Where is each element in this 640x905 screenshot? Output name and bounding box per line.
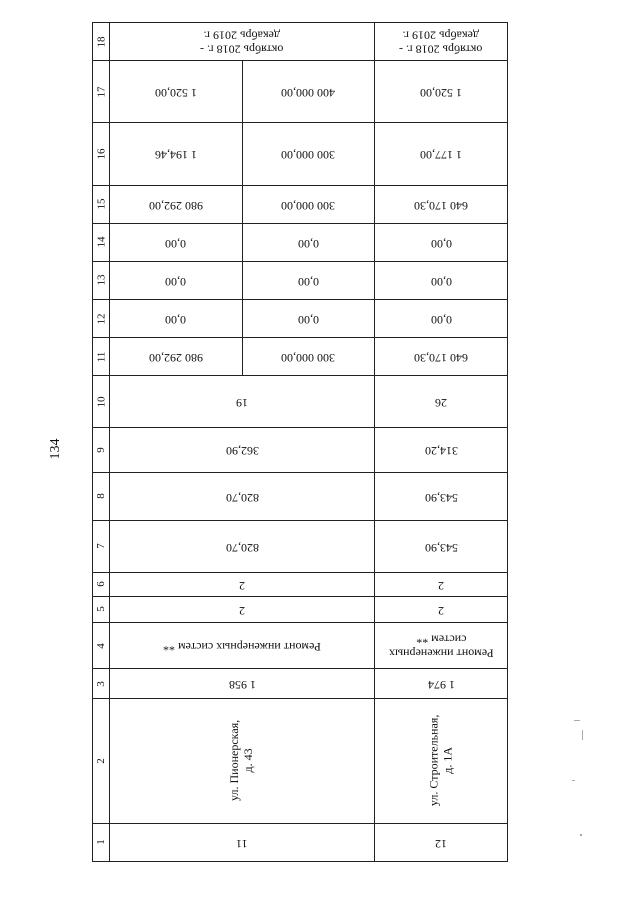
- table-cell: 400 000,00: [242, 61, 375, 123]
- column-header: 18: [93, 23, 110, 61]
- table-row: [93, 823, 508, 861]
- table-row: [93, 338, 508, 376]
- table-cell: 0,00: [110, 299, 243, 337]
- column-header: 15: [93, 185, 110, 223]
- table-cell: 362,90: [110, 428, 375, 472]
- table-row: [93, 623, 508, 669]
- work-type-cell: Ремонт инженерных систем **: [110, 623, 375, 669]
- column-header: 12: [93, 299, 110, 337]
- column-header: 17: [93, 61, 110, 123]
- table-cell: 0,00: [242, 261, 375, 299]
- row-number-cell: 11: [110, 823, 375, 861]
- table-cell: 26: [375, 376, 508, 428]
- table-row: [93, 185, 508, 223]
- table-row: [93, 223, 508, 261]
- table-row: [93, 61, 508, 123]
- table-cell: 300 000,00: [242, 338, 375, 376]
- table-cell: 820,70: [110, 520, 375, 572]
- table-cell: 0,00: [375, 261, 508, 299]
- table-cell: 980 292,00: [110, 185, 243, 223]
- page-number: 134: [48, 438, 63, 460]
- table-cell: 19: [110, 376, 375, 428]
- table-cell: 1 177,00: [375, 123, 508, 185]
- table-row: [93, 596, 508, 622]
- table-row: [93, 123, 508, 185]
- table-cell: 1 520,00: [375, 61, 508, 123]
- column-header: 4: [93, 623, 110, 669]
- table-cell: 300 000,00: [242, 185, 375, 223]
- column-header: 10: [93, 376, 110, 428]
- table-row: [93, 428, 508, 472]
- year-cell: 1 974: [375, 669, 508, 699]
- column-header: 7: [93, 520, 110, 572]
- address-cell: ул. Пионерская, д. 43: [110, 699, 375, 823]
- table-cell: 543,90: [375, 520, 508, 572]
- table-row: [93, 299, 508, 337]
- table-cell: 314,20: [375, 428, 508, 472]
- table-cell: 2: [375, 596, 508, 622]
- table-cell: 0,00: [375, 223, 508, 261]
- table-cell: 0,00: [242, 223, 375, 261]
- table-cell: 640 170,30: [375, 185, 508, 223]
- table-cell: 1 194,46: [110, 123, 243, 185]
- table-cell: 2: [375, 572, 508, 596]
- table-cell: 2: [110, 596, 375, 622]
- table-cell: 820,70: [110, 472, 375, 520]
- table-row: [93, 376, 508, 428]
- table-row: [93, 261, 508, 299]
- column-header: 14: [93, 223, 110, 261]
- column-header: 2: [93, 699, 110, 823]
- table-cell: 980 292,00: [110, 338, 243, 376]
- table-cell: 543,90: [375, 472, 508, 520]
- address-cell: ул. Строительная, д. 1А: [375, 699, 508, 823]
- table-row: [93, 572, 508, 596]
- column-header: 6: [93, 572, 110, 596]
- row-number-cell: 12: [375, 823, 508, 861]
- table-cell: 1 520,00: [110, 61, 243, 123]
- table-cell: 0,00: [110, 261, 243, 299]
- document-table: [92, 22, 508, 862]
- table-row: [93, 472, 508, 520]
- table-row: [93, 23, 508, 61]
- column-header: 9: [93, 428, 110, 472]
- column-header: 11: [93, 338, 110, 376]
- column-header: 1: [93, 823, 110, 861]
- table-cell: 2: [110, 572, 375, 596]
- column-header: 8: [93, 472, 110, 520]
- table-row: [93, 520, 508, 572]
- table-cell: 640 170,30: [375, 338, 508, 376]
- column-header: 3: [93, 669, 110, 699]
- table-cell: 0,00: [375, 299, 508, 337]
- column-header: 13: [93, 261, 110, 299]
- work-type-cell: Ремонт инженерных систем **: [375, 623, 508, 669]
- table-cell: 0,00: [110, 223, 243, 261]
- year-cell: 1 958: [110, 669, 375, 699]
- period-cell: октябрь 2018 г. - декабрь 2019 г.: [375, 23, 508, 61]
- column-header: 16: [93, 123, 110, 185]
- table-row: [93, 669, 508, 699]
- column-header: 5: [93, 596, 110, 622]
- table-cell: 0,00: [242, 299, 375, 337]
- scan-artifacts: [570, 720, 590, 860]
- table-row: [93, 699, 508, 823]
- table-cell: 300 000,00: [242, 123, 375, 185]
- period-cell: октябрь 2018 г. - декабрь 2019 г.: [110, 23, 375, 61]
